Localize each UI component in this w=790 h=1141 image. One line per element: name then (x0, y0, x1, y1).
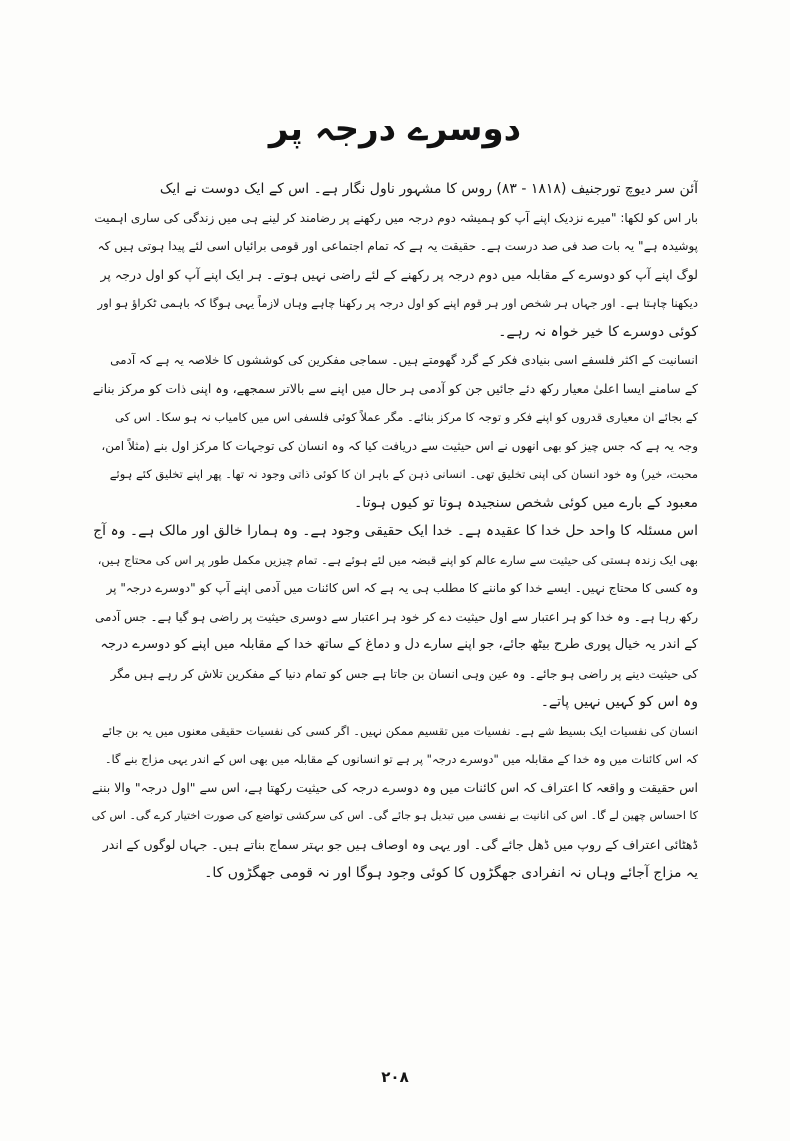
text-line: اس حقیقت و واقعہ کا اعتراف کہ اس کائنات میں وہ دوسرے درجہ کی حیثیت رکھتا ہے، اس سے "اول درجہ" والا بننے (92, 779, 698, 795)
text-line: انسان کی نفسیات ایک بسیط شے ہے۔ نفسیات میں تقسیم ممکن نہیں۔ اگر کسی کی نفسیات حقیقی معنوں میں یہ بن جائے (102, 723, 698, 738)
text-line: ڈھٹائی اعتراف کے روپ میں ڈھل جائے گی۔ اور یہی وہ اوصاف ہیں جو بہتر سماج بناتے ہیں۔ جہاں لوگوں کے اندر (102, 836, 698, 852)
text-line: وہ کسی کا محتاج نہیں۔ ایسے خدا کو ماننے کا مطلب ہی یہ ہے کہ اس کائنات میں آدمی اپنے آپ کو "دوسرے درجہ" پر (106, 581, 698, 595)
text-line: کے سامنے ایسا اعلیٰ معیار رکھ دئے جائیں جن کو آدمی ہر حال میں اپنے سے بالاتر سمجھے، وہ اپنی ذات کو مرکز بنانے (92, 380, 698, 396)
text-line: لوگ اپنے آپ کو دوسرے کے مقابلہ میں دوم درجہ پر رکھنے کے لئے راضی نہیں ہوتے۔ ہر ایک اپنے آپ کو اول درجہ پر (100, 266, 698, 282)
page-number: ۲۰۸ (381, 1068, 409, 1086)
text-line: وہ اس کو کہیں نہیں پاتے۔ (540, 694, 698, 710)
text-line: دیکھنا چاہتا ہے۔ اور جہاں ہر شخص اور ہر قوم اپنے کو اول درجہ پر رکھنا چاہے وہاں لازماً یہی ہوگا کہ باہمی ٹکراؤ ہو اور (97, 296, 698, 310)
text-line: بھی ایک زندہ ہستی کی حیثیت سے سارے عالم کو اپنے قبضہ میں لئے ہوئے ہے۔ تمام چیزیں مکمل طور پر اس کی محتاج ہیں، (97, 552, 698, 567)
text-line: وجہ یہ ہے کہ جس چیز کو بھی انھوں نے اس حیثیت سے دریافت کیا کہ وہ انسان کی توجہات کا مرکز اول بنے (مثلاً امن، (101, 438, 698, 453)
text-line: کا احساس چھین لے گا۔ اس کی انانیت بے نفسی میں تبدیل ہو جائے گی۔ اس کی سرکشی تواضع کی صورت اختیار کرے گی۔ اس کی (92, 809, 698, 822)
text-line: پوشیدہ ہے" یہ بات صد فی صد درست ہے۔ حقیقت یہ ہے کہ تمام اجتماعی اور قومی برائیاں اسی لئے پیدا ہوتی ہیں کہ (97, 239, 698, 253)
text-line: کی حیثیت دینے پر راضی ہو جائے۔ وہ عین وہی انسان بن جاتا ہے جس کو تمام دنیا کے مفکرین تلاش کر رہے ہیں مگر (110, 666, 698, 681)
text-line: کوئی دوسرے کا خیر خواہ نہ رہے۔ (498, 323, 698, 340)
text-line: محبت، خیر) وہ خود انسان کی اپنی تخلیق تھی۔ انسانی ذہن کے باہر ان کا کوئی ذاتی وجود نہ تھا۔ پھر اپنے تخلیق کئے ہوئے (109, 467, 698, 481)
text-line: معبود کے بارے میں کوئی شخص سنجیدہ ہوتا تو کیوں ہوتا۔ (354, 494, 698, 511)
paragraph (92, 175, 698, 346)
text-line: کہ اس کائنات میں وہ خدا کے مقابلہ میں "دوسرے درجہ" پر ہے تو انسانوں کے مقابلہ میں بھی اس کے اندر یہی مزاج بنے گا۔ (104, 752, 698, 766)
page-title: دوسرے درجہ پر (268, 109, 522, 149)
text-line: اس مسئلہ کا واحد حل خدا کا عقیدہ ہے۔ خدا ایک حقیقی وجود ہے۔ وہ ہمارا خالق اور مالک ہے۔ وہ آج (93, 523, 698, 539)
text-line: آئن سر دیوچ تورجنیف (۱۸۱۸ - ۸۳) روس کا مشہور ناول نگار ہے۔ اس کے ایک دوست نے ایک (159, 181, 698, 197)
body-text (92, 175, 698, 888)
text-line: رکھ رہا ہے۔ وہ خدا کو ہر اعتبار سے اول حیثیت دے کر خود ہر اعتبار سے دوسری حیثیت پر راضی ہو گیا ہے۔ جس آدمی (95, 609, 698, 624)
text-line: کے بجائے ان معیاری قدروں کو اپنے فکر و توجہ کا مرکز بنائے۔ مگر عملاً کوئی فلسفی اس میں کامیاب نہ ہو سکا۔ اس کی (115, 410, 698, 424)
text-line: انسانیت کے اکثر فلسفے اسی بنیادی فکر کے گرد گھومتے ہیں۔ سماجی مفکرین کی کوششوں کا خلاصہ یہ ہے کہ آدمی (110, 353, 698, 367)
text-line: بار اس کو لکھا: "میرے نزدیک اپنے آپ کو ہمیشہ دوم درجہ میں رکھنے پر رضامند کر لینے ہی میں زندگی کی ساری اہمیت (94, 210, 698, 225)
paragraph (92, 717, 698, 888)
text-line: کے اندر یہ خیال پوری طرح بیٹھ جائے، جو اپنے سارے دل و دماغ کے ساتھ خدا کے مقابلہ میں اپنے کو دوسرے درجہ (100, 637, 698, 652)
text-line: یہ مزاج آجائے وہاں نہ انفرادی جھگڑوں کا کوئی وجود ہوگا اور نہ قومی جھگڑوں کا۔ (204, 865, 698, 881)
paragraph (92, 346, 698, 517)
paragraph (92, 517, 698, 717)
